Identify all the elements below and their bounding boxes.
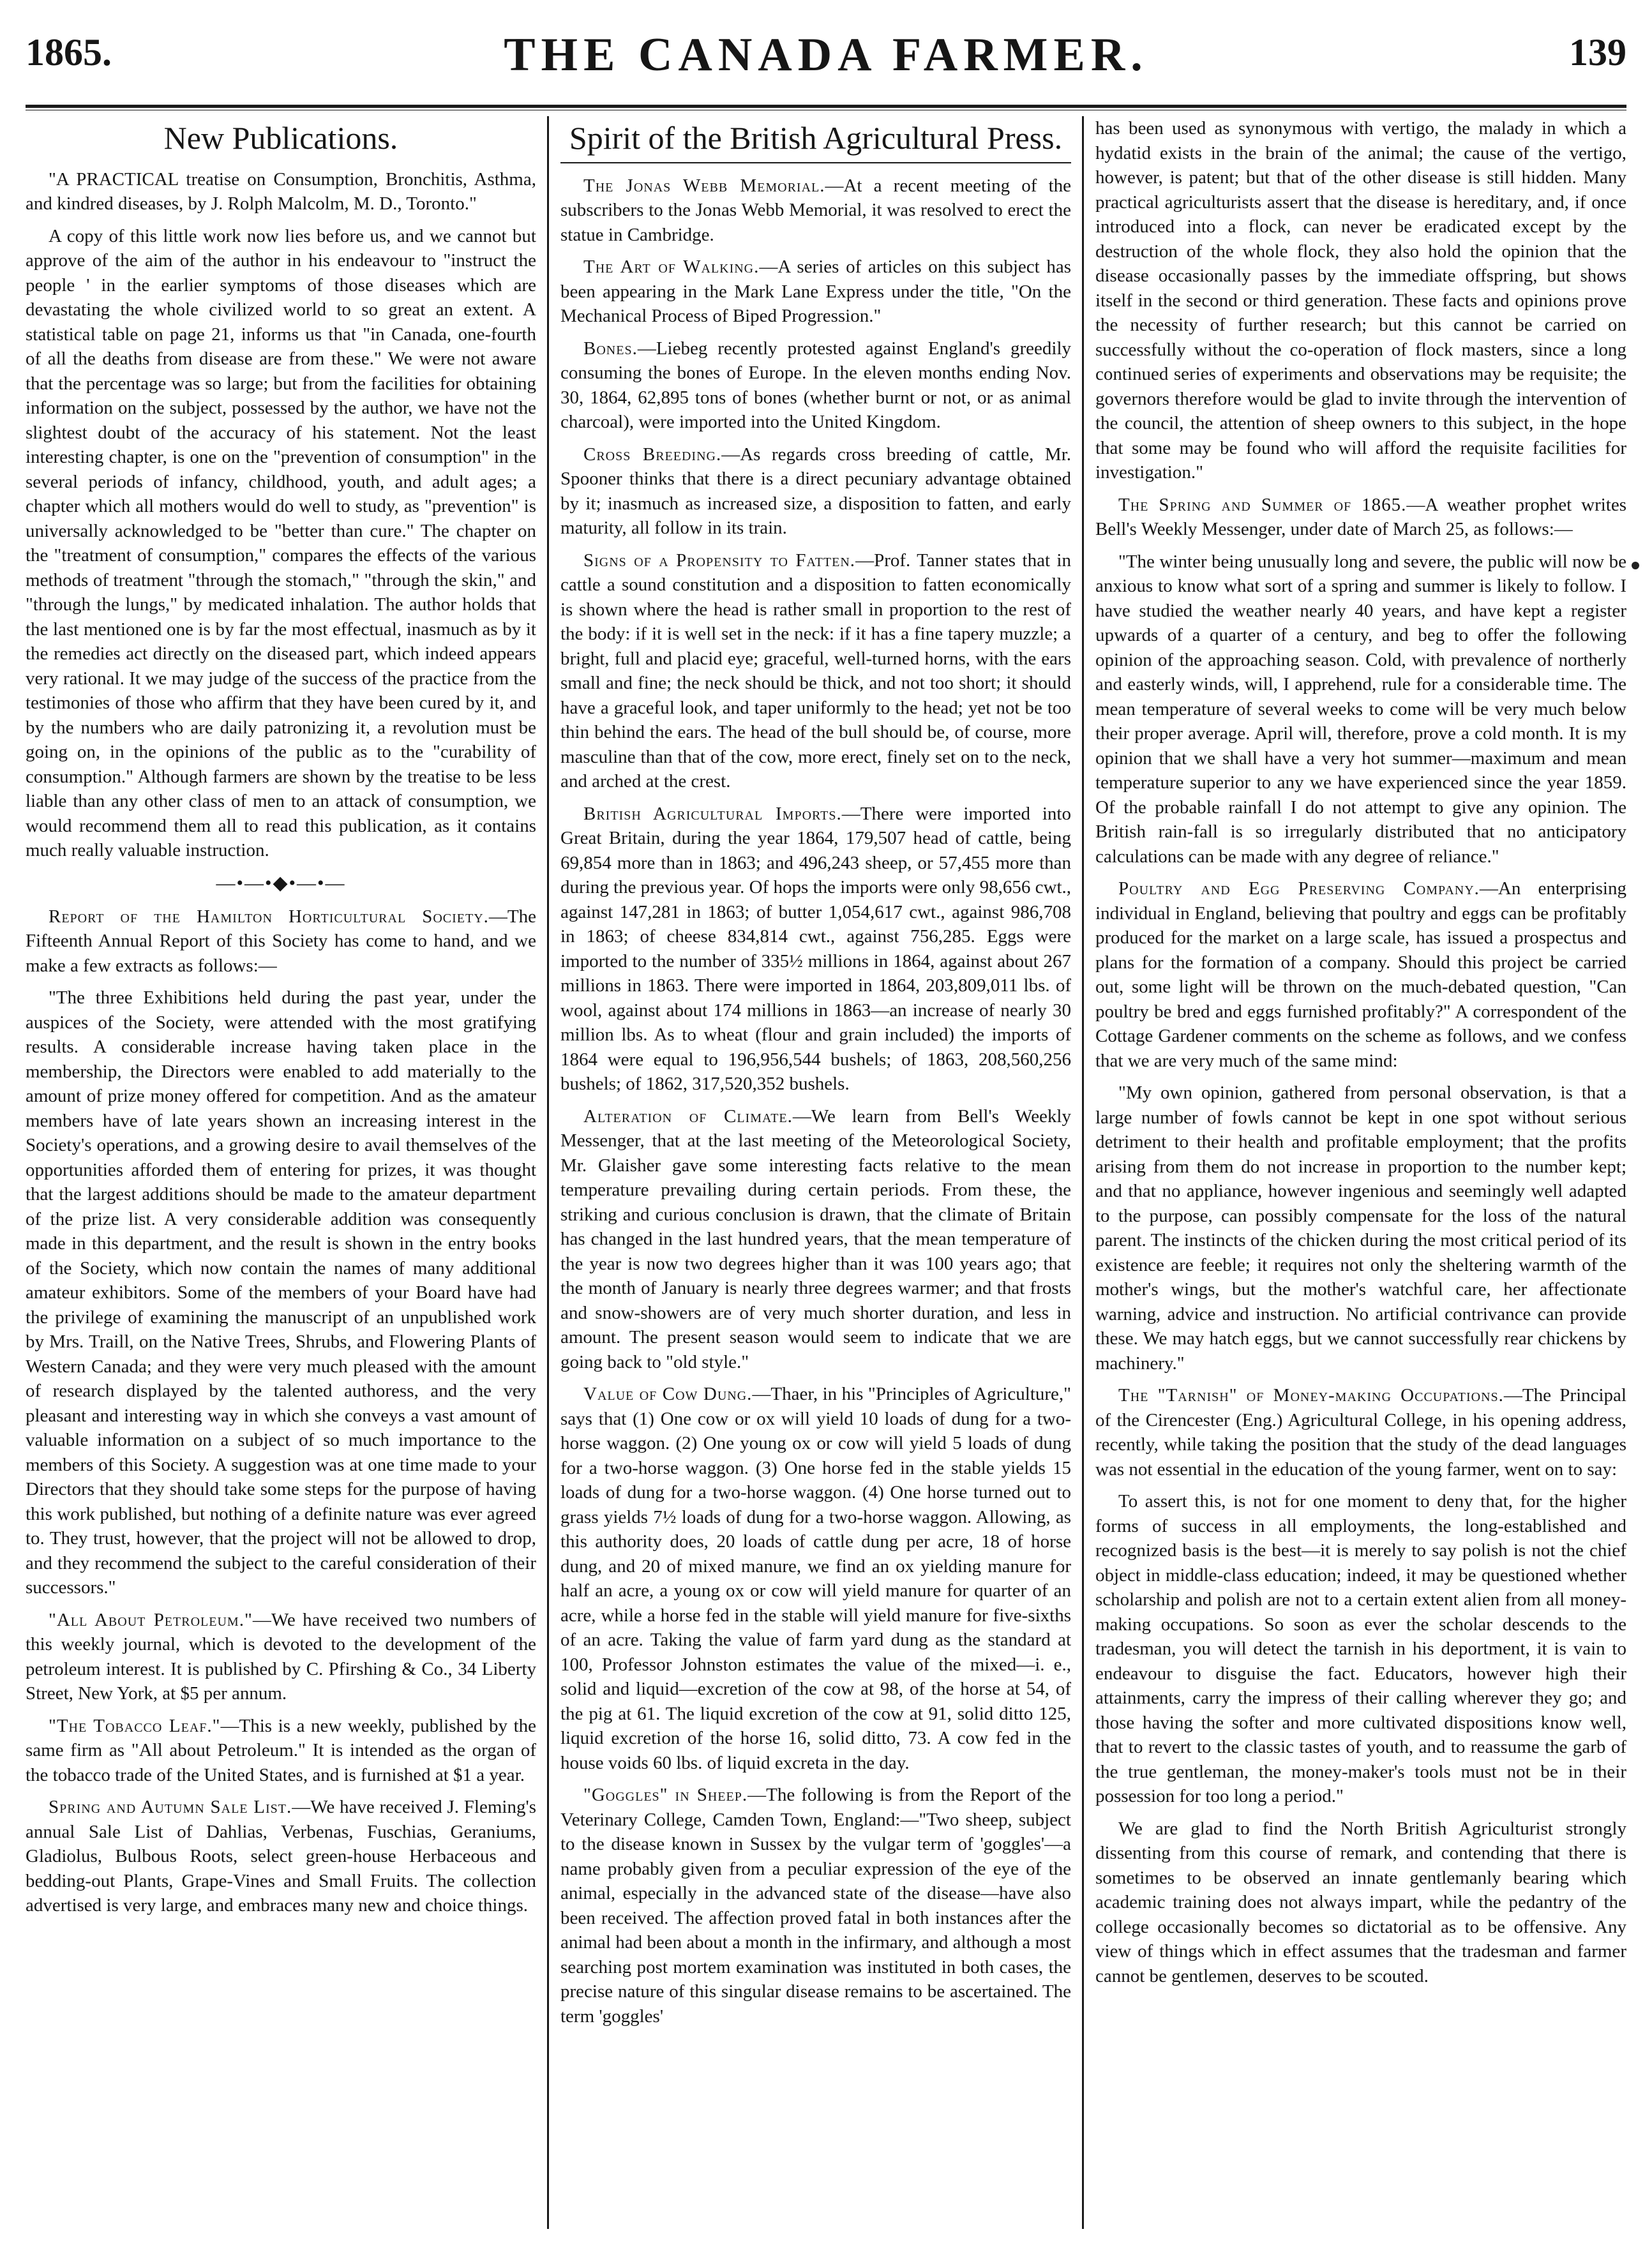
article-paragraph: To assert this, is not for one moment to deny that, for the higher forms of success in all employments, the long-established and recognized basis is the best—it is merely to say polish is not the chief object in middle-class education; indeed, it may be questioned whether scholarship and polish are not to a certain extent alien from all money-making occupations. So soon as ever the scholar descends to the tradesman, you will detect the tarnish in his deportment, it is vain to endeavour to disguise the fact. Educators, however high their attainments, carry the impress of their calling wherever they go; and those having the softer and more cultivated dispositions know well, that to revert to the classic tastes of youth, and to reassume the garb of the true gentleman, the money-maker's tools must not be in their possession for too long a period."	[1095, 1491, 1626, 1806]
article-paragraph	[560, 1382, 1071, 1775]
article-paragraph	[1095, 493, 1626, 542]
article-body: —The Principal of the Cirencester (Eng.) Agricultural College, in his opening address, recently, while taking the position that the study of the dead languages was not essential in the education of the young farmer, went on to say:	[1095, 1385, 1626, 1480]
section-divider: —•—•◆•—•—	[216, 872, 346, 894]
article-lead: Value of Cow Dung.	[583, 1384, 753, 1404]
article-body: —Thaer, in his "Principles of Agriculture," says that (1) One cow or ox will yield 10 loads of dung for a two-horse waggon. (2) One young ox or cow will yield 5 loads of dung for a two-horse waggon. (3) One horse fed in the stable yields 15 loads of dung for a two-horse waggon. (4) One horse turned out to grass yields 7½ loads of dung for a two-horse waggon. Allowing, as this authority does, 20 loads of cattle dung per acre, 18 of horse dung, and 20 of mixed manure, we find an ox yielding manure for half an acre, a young ox or cow will yield manure for quarter of an acre, while a horse fed in the stable will yield manure for five-sixths of an acre. Taking the value of farm yard dung as the standard at 100, Professor Johnston estimates the value of the mixed—i. e., solid and liquid—excretion of the cow at 98, of the horse at 54, of the pig at 61. The liquid excretion of the cow at 91, solid ditto 125, liquid excretion of the horse 16, solid ditto, 73. A cow fed in the house voids 60 lbs. of liquid excreta in the day.	[560, 1384, 1071, 1773]
article-paragraph	[560, 548, 1071, 794]
article-paragraph	[26, 904, 536, 979]
column-1	[26, 116, 536, 2229]
article-lead: Report of the Hamilton Horticultural Society.	[49, 906, 489, 927]
article-paragraph	[560, 255, 1071, 329]
article-lead: Spring and Autumn Sale List.	[49, 1797, 292, 1817]
column-divider	[547, 116, 549, 2229]
section-heading-agricultural-press: Spirit of the British Agricultural Press.	[560, 120, 1071, 163]
article-body: —Prof. Tanner states that in cattle a sound constitution and a disposition to fatten economically is shown where the head is rather small in proportion to the rest of the body: if it is well set in the neck: if it has a fine tapery muzzle; a bright, full and placid eye; graceful, well-turned horns, with the ears small and fine; the neck should be thick, and not too short; it should have a graceful look, and taper uniformly to the head; yet not be too thin behind the ears. The head of the bull should be, of course, more masculine than that of the cow, more erect, finely set on to the neck, and arched at the crest.	[560, 550, 1071, 791]
newspaper-title: THE CANADA FARMER.	[504, 29, 1148, 81]
article-paragraph: "A PRACTICAL treatise on Consumption, Bronchitis, Asthma, and kindred diseases, by J. Rolph Malcolm, M. D., Toronto."	[26, 169, 536, 214]
article-lead: "The Tobacco Leaf."	[49, 1715, 221, 1736]
article-lead: Cross Breeding.	[583, 444, 722, 465]
article-paragraph: A copy of this little work now lies before us, and we cannot but approve of the aim of the author in his endeavour to "instruct the people ' in the earlier symptoms of those diseases which are devastating the whole civilized world to so great an extent. A statistical table on page 21, informs us that "in Canada, one-fourth of all the deaths from disease are from these." We were not aware that the percentage was so large; but from the facilities for obtaining information on the subject, possessed by the author, we have not the slightest doubt of the accuracy of his statement. Not the least interesting chapter, is one on the "prevention of consumption" in the several periods of infancy, childhood, youth, and adult ages; a chapter which all mothers would do well to study, as "prevention" is universally acknowledged to be "better than cure." The chapter on the "treatment of consumption," compares the effects of the various methods of treatment "through the stomach," "through the skin," and "through the lungs," by medicated inhalation. The author holds that the last mentioned one is by far the most effectual, inasmuch as by it the remedies act directly on the diseased part, which indeed appears very rational. It we may judge of the success of the practice from the testimonies of those who affirm that they have been cured by it, and by the numbers who are daily patronizing it, a revolution must be going on, in the opinions of the public as to the "curability of consumption." Although farmers are shown by the treatise to be less liable than any other class of men to an attack of consumption, we would recommend them all to read this publication, as it contains much really valuable instruction.	[26, 225, 536, 860]
article-lead: The Spring and Summer of 1865.	[1118, 494, 1407, 515]
article-lead: The "Tarnish" of Money-making Occupations.	[1118, 1385, 1504, 1406]
column-divider	[1082, 116, 1084, 2229]
article-paragraph	[560, 1104, 1071, 1375]
article-body: —At a recent meeting of the subscribers to the Jonas Webb Memorial, it was resolved to erect the statue in Cambridge.	[560, 175, 1071, 245]
article-paragraph	[560, 442, 1071, 541]
article-paragraph: We are glad to find the North British Agriculturist strongly dissenting from this course of remark, and contending that there is sometimes to be observed an innate gentlemanly bearing which academic training does not always impart, while the pedantry of the college occasionally becomes so dictatorial as to be offensive. Any view of things which in effect assumes that the tradesman and farmer cannot be gentlemen, deserves to be scouted.	[1095, 1818, 1626, 1986]
article-body: —We have received two numbers of this weekly journal, which is devoted to the development of the petroleum interest. It is published by C. Pfirshing & Co., 34 Liberty Street, New York, at $5 per annum.	[26, 1609, 536, 1704]
column-3	[1095, 116, 1626, 2229]
article-body: —The following is from the Report of the Veterinary College, Camden Town, England:—"Two sheep, subject to the disease known in Sussex by the vulgar term of 'goggles'—a name probably given from a peculiar expression of the eye of the animal, especially in the advanced state of the disease—have also been received. The affection proved fatal in both instances after the animal had been about a month in the infirmary, and although a most searching post mortem examination was instituted in both cases, the precise nature of this singular disease remains to be ascertained. The term 'goggles'	[560, 1785, 1071, 2027]
article-body: —An enterprising individual in England, believing that poultry and eggs can be profitably produced for the market on a large scale, has issued a prospectus and plans for the formation of a company. Should this project be carried out, some light will be thrown on the much-debated question, "Can poultry be bred and eggs furnished profitably?" A correspondent of the Cottage Gardener comments on the scheme as follows, and we confess that we are very much of the same mind:	[1095, 878, 1626, 1071]
article-paragraph: has been used as synonymous with vertigo, the malady in which a hydatid exists in the brain of the animal; the cause of the vertigo, however, is patent; but that of the other disease is still hidden. Many practical agriculturists assert that the disease is hereditary, and, if once introduced into a flock, can never be eradicated except by the destruction of the whole flock, they also hold the opinion that the disease occasionally passes by the immediate offspring, but shows itself in the second or third generation. These facts and opinions prove the necessity of further research; but this cannot be carried on successfully without the co-operation of flock masters, since a long continued series of experiments and observations may be requisite; the governors therefore would be glad to invite through the intervention of the council, the attention of sheep owners to this subject, in the hope that some may be found who will afford the requisite facilities for investigation."	[1095, 118, 1626, 483]
article-body: —We learn from Bell's Weekly Messenger, that at the last meeting of the Meteorological Society, Mr. Glaisher gave some interesting facts relative to the mean temperature prevailing during certain periods. From these, the striking and curious conclusion is drawn, that the climate of Britain has changed in the last hundred years, that the mean temperature of the year is now two degrees higher than it was 100 years ago; that the month of January is nearly three degrees warmer; and that frosts and snow-showers are of very much shorter duration, and less in amount. The present season would seem to indicate that we are going back to "old style."	[560, 1106, 1071, 1372]
article-lead: The Jonas Webb Memorial.	[583, 175, 825, 196]
ink-speck	[1632, 562, 1639, 569]
article-body: —The Fifteenth Annual Report of this Society has come to hand, and we make a few extracts as follows:—	[26, 906, 536, 976]
issue-year: 1865.	[26, 31, 112, 73]
article-paragraph	[26, 1795, 536, 1918]
column-2	[560, 116, 1071, 2229]
article-paragraph	[26, 1608, 536, 1706]
article-body: —There were imported into Great Britain, during the year 1864, 179,507 head of cattle, being 69,854 more than in 1863; and 496,243 sheep, or 57,455 more than during the previous year. Of hops the imports were only 98,656 cwt., against 147,281 in 1863; of butter 1,054,617 cwt., against 986,708 in 1863; of cheese 834,814 cwt., against 756,285. Eggs were imported to the number of 335½ millions in 1864, against about 267 millions in 1863. There were imported in 1864, 203,809,011 lbs. of wool, against about 174 millions in 1863—an increase of nearly 30 million lbs. As to wheat (flour and grain included) the imports of 1864 were equal to 196,956,544 bushels; of 1863, 208,560,256 bushels; of 1862, 317,520,352 bushels.	[560, 803, 1071, 1094]
article-paragraph: "The three Exhibitions held during the past year, under the auspices of the Society, were attended with the most gratifying results. A considerable increase having taken place in the membership, the Directors were enabled to add materially to the amount of prize money offered for competition. And as the amateur members have of late years shown an increasing interest in the Society's operations, and a growing desire to avail themselves of the opportunities afforded them of entering for prizes, it was thought that the largest additions should be made to the amateur department of the prize list. A very considerable addition was consequently made in this department, and the result is shown in the entry books of the Society, which now contain the names of many additional amateur exhibitors. Some of the members of your Board have had the privilege of examining the manuscript of an unpublished work by Mrs. Traill, on the Native Trees, Shrubs, and Flowering Plants of Western Canada; and they were very much pleased with the amount of research displayed by the talented authoress, and the very pleasant and interesting way in which she conveys a vast amount of valuable information on a subject of so much importance to the members of this Society. A suggestion was at one time made to your Directors that they should take some steps for the purpose of having this work published, but nothing of a definite nature was ever agreed to. They trust, however, that the project will not be allowed to drop, and they recommend the subject to the careful consideration of their successors."	[26, 987, 536, 1598]
article-paragraph: "My own opinion, gathered from personal observation, is that a large number of fowls cannot be kept in one spot without serious detriment to their health and profitable employment; that the profits arising from them do not increase in proportion to the number kept; and that no appliance, however ingenious and seemingly well adapted to the purpose, can possibly compensate for the loss of the natural parent. The instincts of the chicken during the most critical period of its existence are feeble; it requires not only the sheltering warmth of the mother's wings, but the mother's watchful care, her affectionate warning, advice and instruction. No artificial contrivance can provide these. We may hatch eggs, but we cannot successfully rear chickens by machinery."	[1095, 1083, 1626, 1374]
page-number: 139	[1569, 31, 1626, 73]
article-paragraph	[26, 1714, 536, 1788]
article-paragraph	[560, 1783, 1071, 2029]
article-body: —This is a new weekly, published by the same firm as "All about Petroleum." It is intended as the organ of the tobacco trade of the United States, and is furnished at $1 a year.	[26, 1715, 536, 1785]
article-lead: Poultry and Egg Preserving Company.	[1118, 878, 1480, 899]
article-lead: "Goggles" in Sheep.	[583, 1785, 748, 1805]
article-body: —Liebeg recently protested against England's greedily consuming the bones of Europe. In the eleven months ending Nov. 30, 1864, 62,895 tons of bones (whether burnt or not, or as animal charcoal), were imported into the United Kingdom.	[560, 338, 1071, 432]
article-lead: The Art of Walking.	[583, 257, 760, 277]
article-lead: Alteration of Climate.	[583, 1106, 793, 1127]
article-paragraph	[560, 336, 1071, 435]
article-lead: British Agricultural Imports.	[583, 803, 842, 824]
section-heading-new-publications: New Publications.	[163, 120, 398, 156]
article-body: —We have received J. Fleming's annual Sale List of Dahlias, Verbenas, Fuschias, Geraniums, Gladiolus, Bulbous Roots, select green-house Herbaceous and bedding-out Plants, Grape-Vines and Small Fruits. The collection advertised is very large, and embraces many new and choice things.	[26, 1797, 536, 1916]
article-paragraph	[1095, 876, 1626, 1073]
article-paragraph	[1095, 1383, 1626, 1481]
article-lead: Signs of a Propensity to Fatten.	[583, 550, 856, 571]
article-paragraph	[560, 174, 1071, 248]
article-paragraph	[560, 802, 1071, 1097]
article-lead: "All About Petroleum."	[49, 1609, 253, 1630]
masthead	[26, 8, 1626, 103]
article-lead: Bones.	[583, 338, 638, 359]
article-paragraph: "The winter being unusually long and severe, the public will now be anxious to know what sort of a spring and summer is likely to follow. I have studied the weather nearly 40 years, and have kept a register upwards of a quarter of a century, and beg to offer the following opinion of the approaching season. Cold, with prevalence of northerly and easterly winds, will, I apprehend, rule for a considerable time. The mean temperature of several weeks to come will be very much below their proper average. April will, therefore, prove a cold month. It is my opinion that we shall have a very hot summer—maximum and mean temperature superior to any we have experienced since the year 1859. Of the probable rainfall I do not attempt to give any opinion. The British rain-fall is so irregularly distributed that no anticipatory calculations can be made with any degree of reliance."	[1095, 551, 1626, 867]
masthead-rule	[26, 105, 1626, 110]
article-body: —A weather prophet writes Bell's Weekly Messenger, under date of March 25, as follows:—	[1095, 494, 1626, 539]
article-body: —A series of articles on this subject has been appearing in the Mark Lane Express under the title, "On the Mechanical Process of Biped Progression."	[560, 257, 1071, 326]
article-body: —As regards cross breeding of cattle, Mr. Spooner thinks that there is a direct pecuniary advantage obtained by it; inasmuch as increased size, a disposition to fatten, and early maturity, all follow in its train.	[560, 444, 1071, 538]
